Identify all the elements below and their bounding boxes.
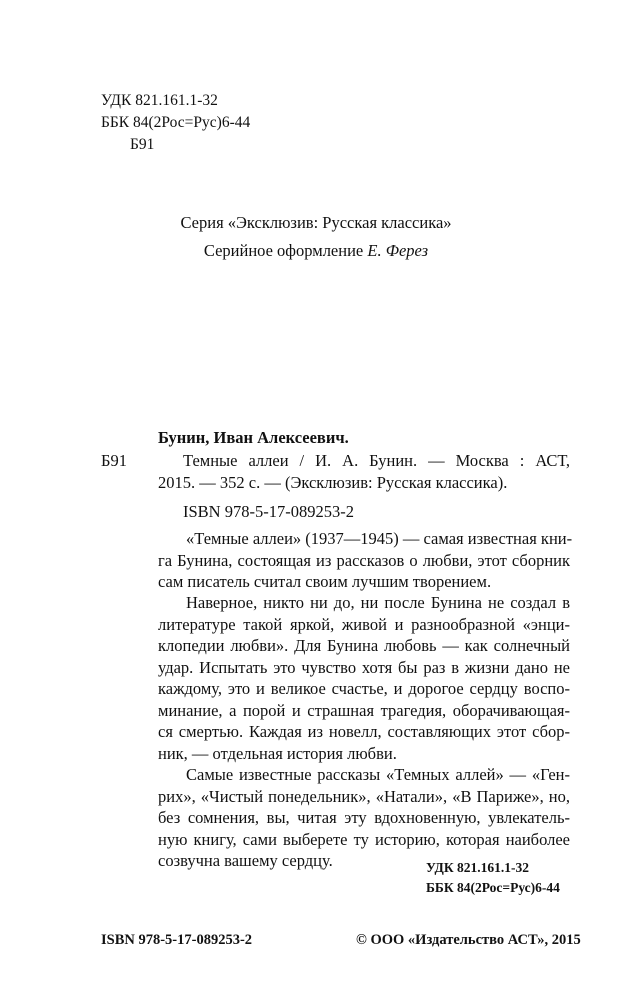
isbn-footer: ISBN 978-5-17-089253-2 — [101, 932, 253, 948]
annotation-line: созвучна вашему сердцу. — [158, 851, 333, 870]
isbn-entry: ISBN 978-5-17-089253-2 — [183, 502, 354, 521]
author-mark-entry: Б91 — [101, 451, 127, 470]
annotation-paragraph-2 — [158, 592, 570, 764]
annotation-line: клопедии любви». Для Бунина любовь — как солнечный — [158, 636, 570, 655]
title-line-2: 2015. — 352 с. — (Эксклюзив: Русская классика). — [158, 473, 508, 492]
annotation-paragraph-1 — [158, 528, 573, 593]
title-line-1: Темные аллеи / И. А. Бунин. — Москва : АСТ, — [183, 451, 570, 470]
annotation-line: га Бунина, состоящая из рассказов о любви, этот сборник — [158, 550, 570, 570]
annotation-line: минание, а порой и страшная трагедия, оборачивающая- — [158, 700, 570, 720]
annotation-line: без сомнения, вы, читая эту вдохновенную, увлекатель- — [158, 808, 570, 827]
series-title: Серия «Эксклюзив: Русская классика» — [180, 213, 452, 232]
annotation-line: сам писатель считал своим лучшим творением. — [158, 572, 492, 591]
annotation-line: ную книгу, сами выберете ту историю, которая наиболее — [158, 829, 570, 849]
annotation-line: литературе такой яркой, живой и разнообразной «энци- — [158, 614, 570, 634]
author-mark-top: Б91 — [130, 136, 155, 153]
annotation-line: ся смертью. Каждая из новелл, составляющих этот сбор- — [158, 722, 570, 741]
annotation-line: рих», «Чистый понедельник», «Натали», «В Париже», но, — [158, 786, 570, 806]
udk-code-bottom: УДК 821.161.1-32 — [426, 860, 529, 875]
copyright-notice: © ООО «Издательство АСТ», 2015 — [356, 932, 581, 948]
annotation-line: Наверное, никто ни до, ни после Бунина не создал в — [186, 593, 570, 612]
bbk-code-top: ББК 84(2Рос=Рус)6-44 — [101, 114, 251, 131]
udk-code-top: УДК 821.161.1-32 — [101, 92, 218, 109]
author-heading: Бунин, Иван Алексеевич. — [158, 428, 349, 447]
annotation-line: «Темные аллеи» (1937—1945) — самая известная кни- — [186, 529, 573, 548]
annotation-line: ник, — отдельная история любви. — [158, 743, 397, 763]
annotation-paragraph-3 — [158, 764, 570, 872]
series-design-label: Серийное оформление — [203, 241, 368, 260]
series-designer-name: Е. Ферез — [367, 241, 429, 260]
annotation-line: каждому, это и великое счастье, и дорогое сердцу воспо- — [158, 679, 570, 698]
series-design-credit — [0, 238, 632, 263]
annotation-line: удар. Испытать это чувство хотя бы раз в жизни дано не — [158, 657, 570, 677]
bbk-code-bottom: ББК 84(2Рос=Рус)6-44 — [426, 880, 560, 895]
annotation-line: Самые известные рассказы «Темных аллей» — «Ген- — [186, 765, 570, 784]
